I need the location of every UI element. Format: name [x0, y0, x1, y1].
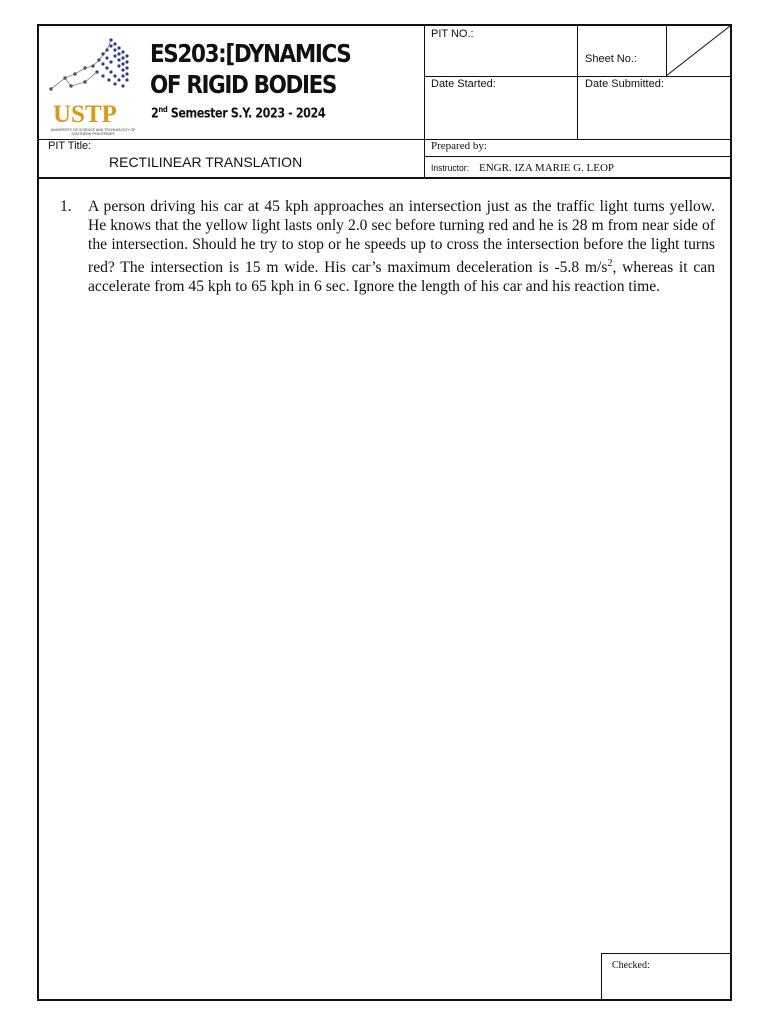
instructor-label: Instructor:: [431, 163, 470, 174]
constellation-icon: [41, 34, 141, 104]
prepared-by-label: Prepared by:: [431, 140, 487, 152]
pit-no-bottom-rule: [424, 76, 730, 77]
header-right-divider: [577, 26, 578, 139]
pit-title-label: PIT Title:: [48, 140, 92, 152]
prepared-by-bottom-rule: [424, 156, 730, 157]
corner-diagonal: [666, 26, 730, 76]
semester-line: 2nd Semester S.Y. 2023 - 2024: [151, 105, 326, 122]
checked-box: [601, 953, 732, 1001]
date-submitted-label: Date Submitted:: [585, 78, 664, 90]
sheet-no-label: Sheet No.:: [585, 53, 637, 65]
logo-wordmark: USTP: [53, 101, 117, 128]
problem-text: A person driving his car at 45 kph approaches an intersection just as the traffic light turns yellow. He knows that the yellow light lasts only 2.0 sec before turning red and he is 28 m from near side of the intersection. Should he try to stop or he speeds up to cross the intersection before the light turns red? The intersection is 15 m wide. His car’s maximum deceleration is -5.8 $m/s^2$, whereas it can accelerate from 45 kph to 65 kph in 6 sec. Ignore the length of his car and his reaction time.: [88, 198, 715, 296]
header-bottom-rule: [39, 139, 730, 140]
problem-number: 1.: [60, 198, 72, 215]
instructor-name: ENGR. IZA MARIE G. LEOP: [479, 162, 615, 174]
ustp-logo: [41, 34, 141, 138]
problem-statement: [60, 197, 715, 296]
checked-label: Checked:: [612, 960, 650, 971]
date-started-label: Date Started:: [431, 78, 496, 90]
course-title: ES203:[DYNAMICS OF RIGID BODIES: [150, 39, 351, 99]
pit-no-label: PIT NO.:: [431, 28, 474, 40]
title-row-bottom-rule: [39, 177, 730, 179]
worksheet-frame: [37, 24, 732, 1001]
logo-subtitle: UNIVERSITY OF SCIENCE AND TECHNOLOGY OF SOUTHERN PHILIPPINES: [50, 128, 136, 136]
pit-title-value: RECTILINEAR TRANSLATION: [109, 154, 303, 170]
